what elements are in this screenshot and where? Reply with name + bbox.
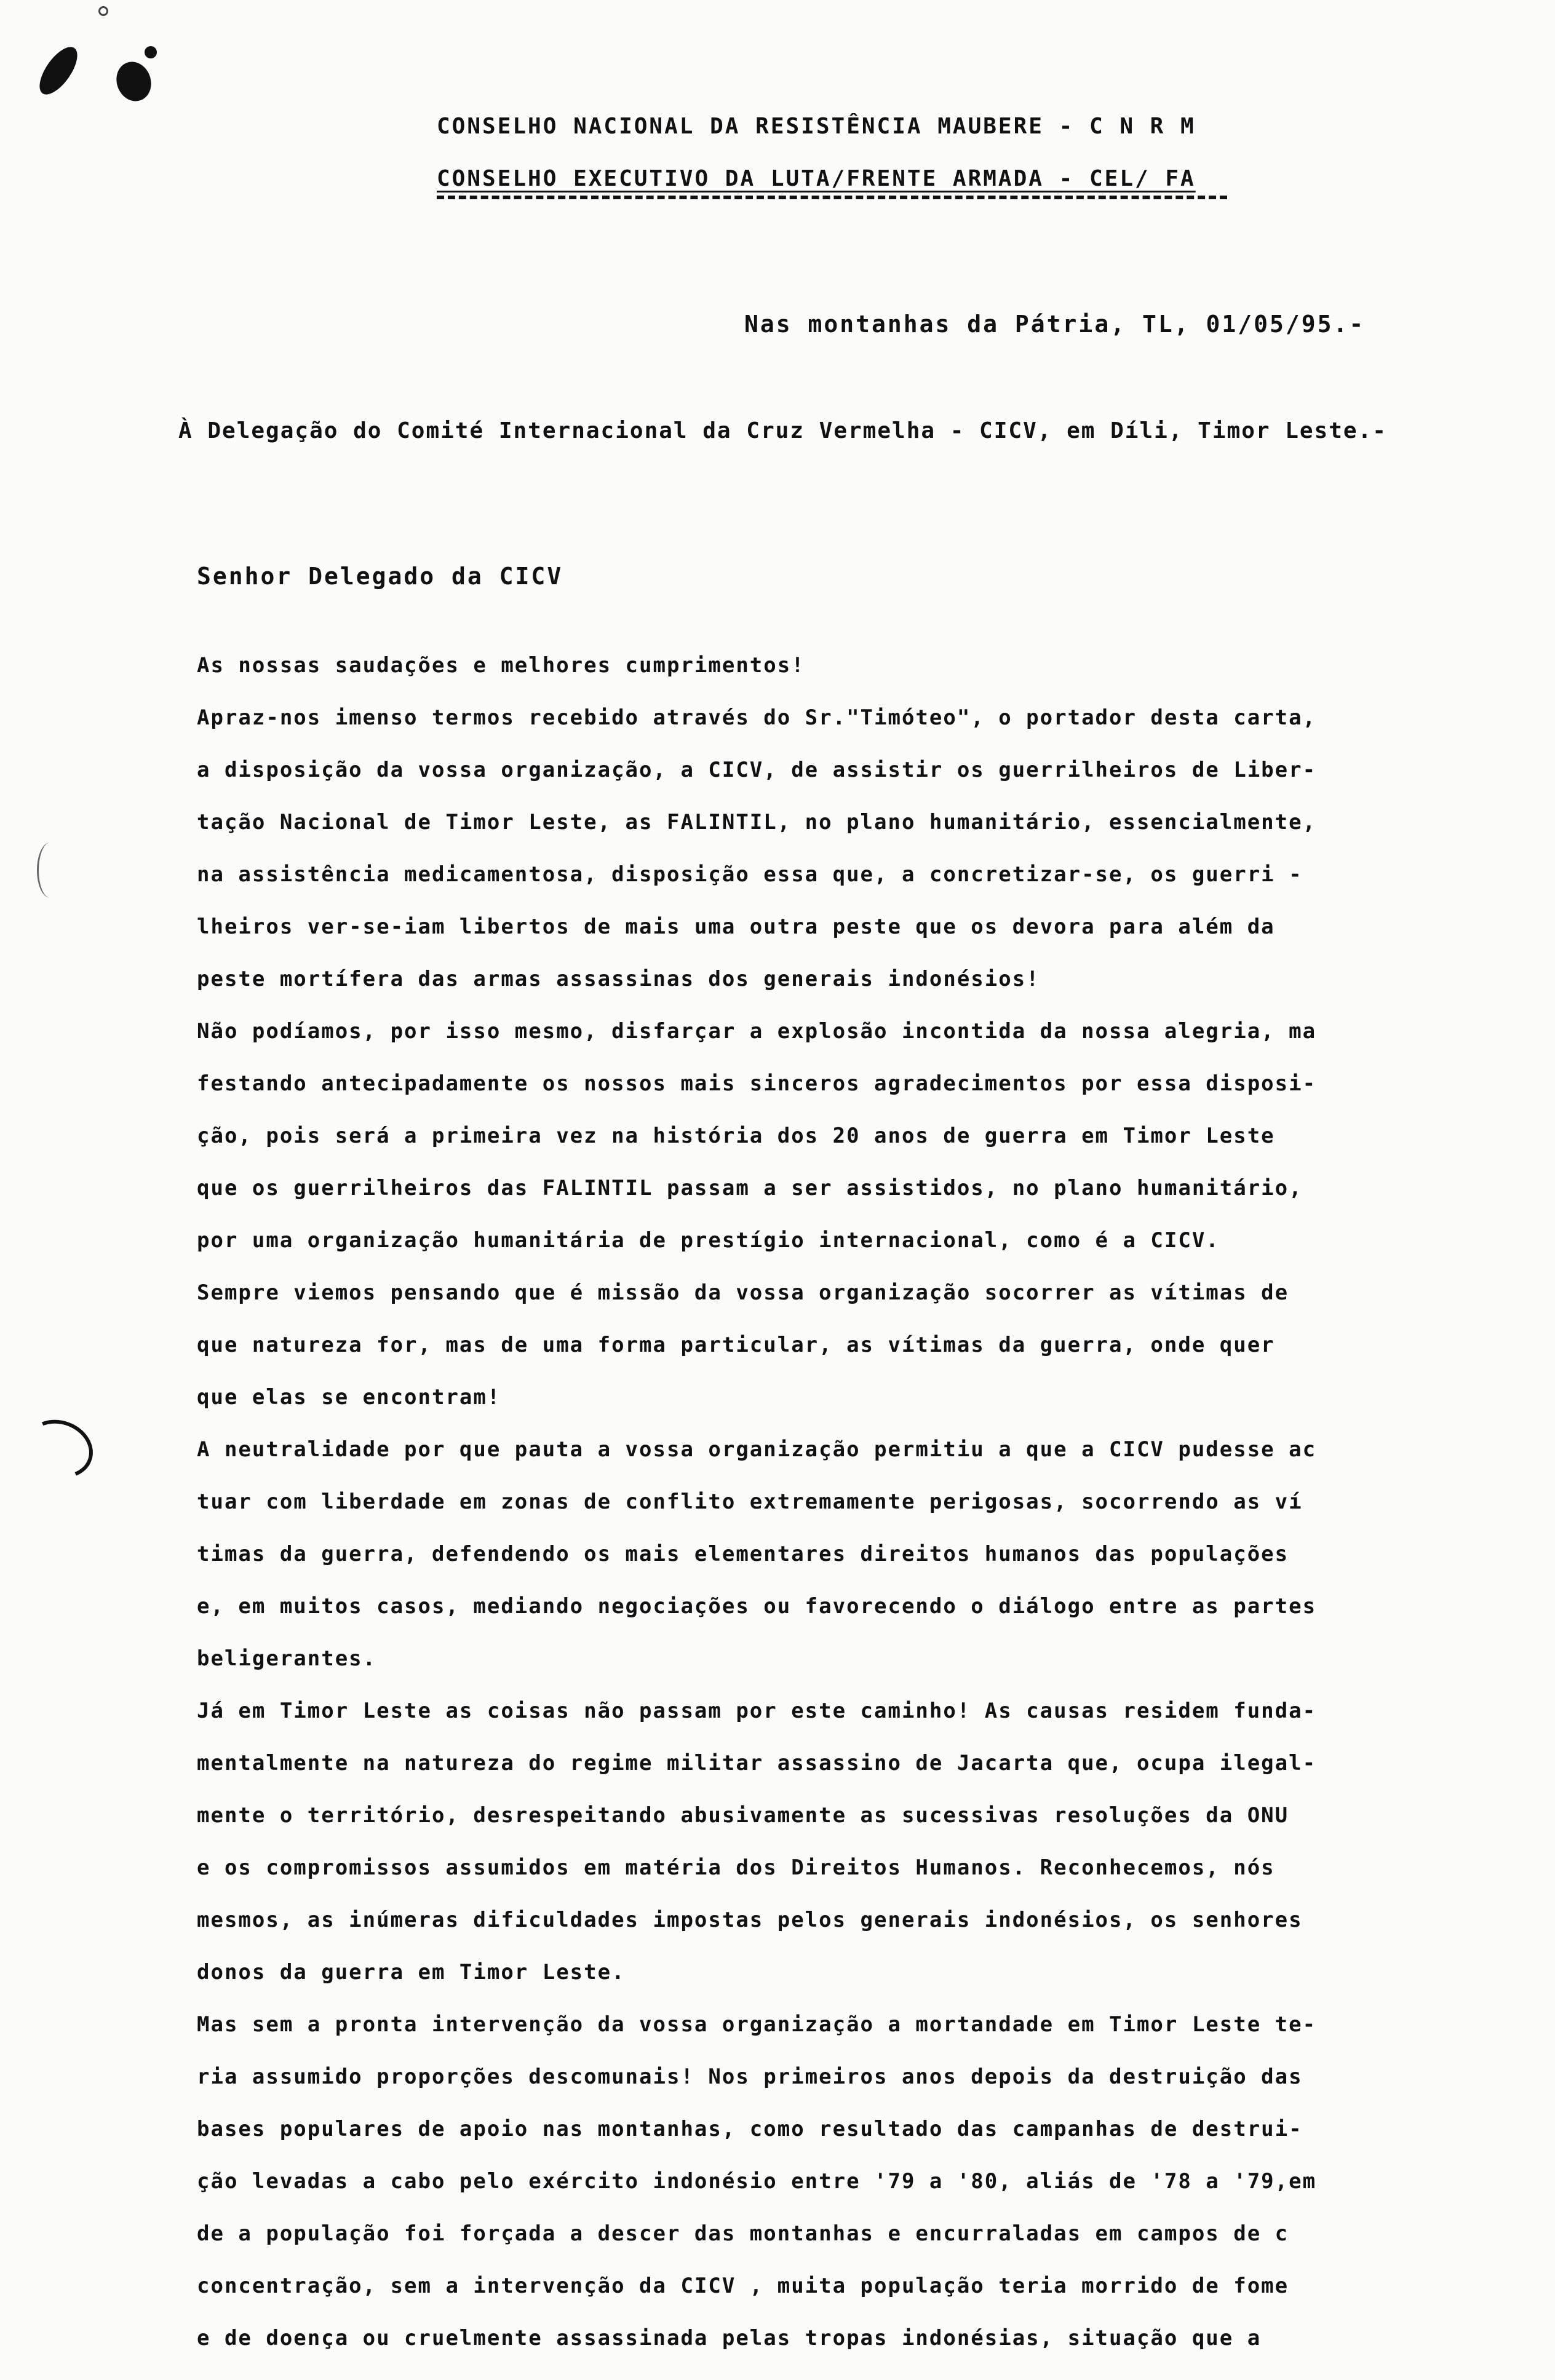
body-line: Não podíamos, por isso mesmo, disfarçar a explosão incontida da nossa alegria, ma: [197, 1019, 1317, 1044]
body-line: e os compromissos assumidos em matéria dos Direitos Humanos. Reconhecemos, nós: [197, 1855, 1275, 1880]
body-line: a disposição da vossa organização, a CICV, de assistir os guerrilheiros de Liber-: [197, 758, 1317, 782]
body-line: As nossas saudações e melhores cumprimentos!: [197, 653, 805, 678]
body-line: ção, pois será a primeira vez na história dos 20 anos de guerra em Timor Leste: [197, 1124, 1275, 1148]
salutation: Senhor Delegado da CICV: [197, 563, 563, 590]
body-line: ria assumido proporções descomunais! Nos primeiros anos depois da destruição das: [197, 2065, 1303, 2089]
body-line: Sempre viemos pensando que é missão da vossa organização socorrer as vítimas de: [197, 1280, 1289, 1305]
header-rule: [437, 196, 1227, 199]
body-line: mente o território, desrespeitando abusivamente as sucessivas resoluções da ONU: [197, 1803, 1289, 1828]
body-line: bases populares de apoio nas montanhas, como resultado das campanhas de destrui-: [197, 2117, 1303, 2141]
margin-mark-small: [37, 843, 63, 898]
body-line: festando antecipadamente os nossos mais sinceros agradecimentos por essa disposi-: [197, 1071, 1317, 1096]
body-line: e de doença ou cruelmente assassinada pelas tropas indonésias, situação que a: [197, 2326, 1262, 2350]
body-line: ção levadas a cabo pelo exército indonésio entre '79 a '80, aliás de '78 a '79,em: [197, 2169, 1317, 2194]
body-line: tação Nacional de Timor Leste, as FALINTIL, no plano humanitário, essencialmente,: [197, 810, 1317, 835]
body-line: mesmos, as inúmeras dificuldades impostas pelos generais indonésios, os senhores: [197, 1908, 1303, 1932]
body-line: que elas se encontram!: [197, 1385, 501, 1410]
body-line: que natureza for, mas de uma forma particular, as vítimas da guerra, onde quer: [197, 1333, 1275, 1357]
letterhead-line-2: CONSELHO EXECUTIVO DA LUTA/FRENTE ARMADA - CEL/ FA: [437, 166, 1196, 191]
body-line: Apraz-nos imenso termos recebido através do Sr."Timóteo", o portador desta carta,: [197, 705, 1317, 730]
body-line: mentalmente na natureza do regime militar assassino de Jacarta que, ocupa ilegal-: [197, 1751, 1317, 1775]
ink-mark-4: [98, 6, 108, 16]
body-line: na assistência medicamentosa, disposição essa que, a concretizar-se, os guerri -: [197, 862, 1303, 887]
body-line: peste mortífera das armas assassinas dos generais indonésios!: [197, 967, 1040, 991]
recipient-line: À Delegação do Comité Internacional da Cruz Vermelha - CICV, em Díli, Timor Leste.-: [178, 418, 1387, 443]
body-line: donos da guerra em Timor Leste.: [197, 1960, 626, 1985]
binding-hole-mark: [17, 1411, 101, 1488]
ink-mark-3: [145, 46, 157, 58]
ink-mark-2: [111, 57, 157, 106]
body-line: Mas sem a pronta intervenção da vossa organização a mortandade em Timor Leste te-: [197, 2012, 1317, 2037]
body-line: que os guerrilheiros das FALINTIL passam a ser assistidos, no plano humanitário,: [197, 1176, 1303, 1200]
body-line: timas da guerra, defendendo os mais elementares direitos humanos das populações: [197, 1542, 1289, 1566]
body-line: Já em Timor Leste as coisas não passam por este caminho! As causas residem funda-: [197, 1699, 1317, 1723]
body-line: concentração, sem a intervenção da CICV , muita população teria morrido de fome: [197, 2274, 1289, 2298]
body-line: beligerantes.: [197, 1646, 377, 1671]
ink-mark-1: [33, 41, 84, 101]
body-line: tuar com liberdade em zonas de conflito extremamente perigosas, socorrendo as ví: [197, 1489, 1303, 1514]
letterhead-line-1: CONSELHO NACIONAL DA RESISTÊNCIA MAUBERE - C N R M: [437, 114, 1196, 139]
letter-body: [197, 640, 1452, 2365]
body-line: e, em muitos casos, mediando negociações ou favorecendo o diálogo entre as partes: [197, 1594, 1317, 1619]
date-line: Nas montanhas da Pátria, TL, 01/05/95.-: [744, 311, 1366, 338]
body-line: A neutralidade por que pauta a vossa organização permitiu a que a CICV pudesse ac: [197, 1437, 1317, 1462]
body-line: de a população foi forçada a descer das montanhas e encurraladas em campos de c: [197, 2221, 1289, 2246]
body-line: lheiros ver-se-iam libertos de mais uma outra peste que os devora para além da: [197, 914, 1275, 939]
body-line: por uma organização humanitária de prestígio internacional, como é a CICV.: [197, 1228, 1220, 1253]
